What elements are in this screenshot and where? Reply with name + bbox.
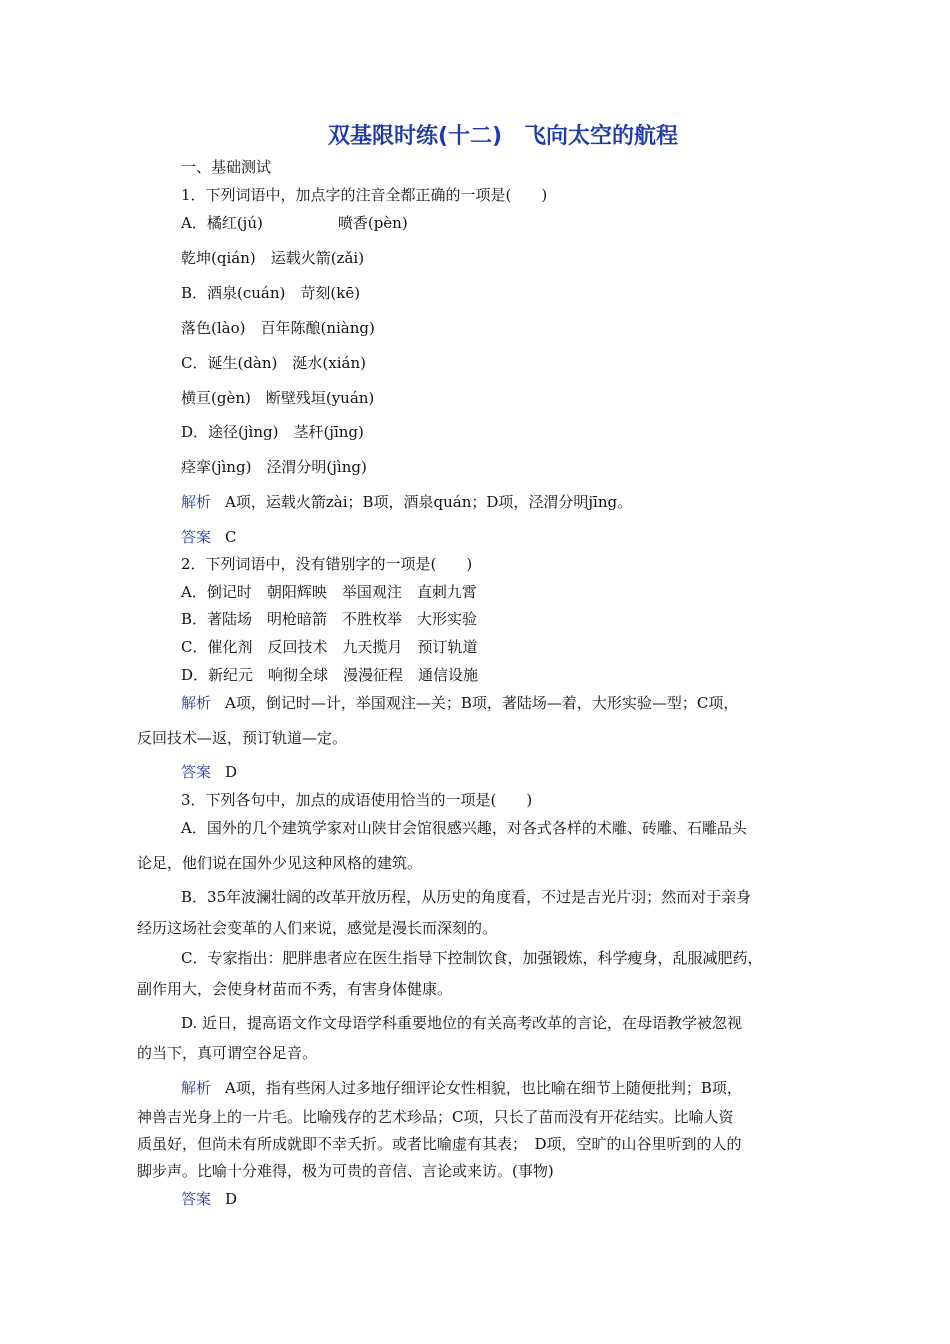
analysis-label: 解析: [181, 694, 212, 712]
q1-option-c-line2: 横亘(gèn) 断壁残垣(yuán): [181, 389, 375, 407]
section-heading: 一、基础测试: [181, 158, 272, 176]
q2-option-c: C．催化剂 反回技术 九天揽月 预订轨道: [181, 638, 478, 656]
q1-option-b-line1: B．酒泉(cuán) 苛刻(kē): [181, 284, 361, 302]
q3-option-c-line1: C．专家指出：肥胖患者应在医生指导下控制饮食，加强锻炼，科学瘦身，乱服减肥药，: [181, 949, 763, 967]
q1-answer: [181, 527, 237, 547]
answer-label: 答案: [181, 528, 212, 546]
q2-option-a: A．倒记时 朝阳辉映 举国观注 直刺九霄: [181, 583, 477, 601]
answer-value: D: [225, 1190, 238, 1208]
q2-answer: [181, 762, 237, 782]
q3-option-a-line1: A．国外的几个建筑学家对山陕甘会馆很感兴趣，对各式各样的术雕、砖雕、石雕品头: [181, 819, 747, 837]
q1-option-d-line1: D．途径(jìng) 茎秆(jīng): [181, 423, 364, 441]
q3-stem: 3．下列各句中，加点的成语使用恰当的一项是( ): [181, 791, 533, 809]
analysis-label: 解析: [181, 1079, 212, 1097]
q1-option-b-line2: 落色(lào) 百年陈酿(niàng): [181, 319, 375, 337]
q3-option-b-line1: B．35年波澜壮阔的改革开放历程，从历史的角度看，不过是吉光片羽；然而对于亲身: [181, 888, 752, 906]
answer-value: C: [225, 528, 237, 546]
q1-analysis: [181, 492, 632, 512]
q1-option-c-line1: C．诞生(dàn) 涎水(xián): [181, 354, 366, 372]
q2-stem: 2．下列词语中，没有错别字的一项是( ): [181, 555, 473, 573]
q1-option-d-line2: 痉挛(jìng) 泾渭分明(jìng): [181, 458, 367, 476]
answer-label: 答案: [181, 763, 212, 781]
q3-analysis-line3: 质虽好，但尚未有所成就即不幸夭折。或者比喻虚有其表； D项，空旷的山谷里听到的人的: [137, 1135, 742, 1153]
analysis-text: A项，倒记时—计，举国观注—关；B项，著陆场—着，大形实验—型；C项，: [225, 694, 739, 712]
q3-analysis-line1: [181, 1078, 742, 1098]
q1-stem: 1．下列词语中，加点字的注音全都正确的一项是( ): [181, 186, 548, 204]
q3-option-a-line2: 论足，他们说在国外少见这种风格的建筑。: [137, 854, 423, 872]
q2-option-d: D．新纪元 响彻全球 漫漫征程 通信设施: [181, 666, 479, 684]
analysis-text: A项，运载火箭zài；B项，酒泉quán；D项，泾渭分明jīng。: [225, 493, 633, 511]
analysis-text: A项，指有些闲人过多地仔细评论女性相貌，也比喻在细节上随便批判；B项，: [225, 1079, 742, 1097]
q3-option-c-line2: 副作用大，会使身材苗而不秀，有害身体健康。: [137, 980, 453, 998]
q2-option-b: B．著陆场 明枪暗箭 不胜枚举 大形实验: [181, 610, 478, 628]
q2-analysis-line2: 反回技术—返，预订轨道—定。: [137, 729, 348, 747]
q3-analysis-line2: 神兽吉光身上的一片毛。比喻残存的艺术珍品；C项，只长了苗而没有开花结实。比喻人资: [137, 1108, 734, 1126]
q3-analysis-line4: 脚步声。比喻十分难得，极为可贵的音信、言论或来访。(事物): [137, 1162, 554, 1180]
q2-analysis-line1: [181, 693, 738, 713]
q1-option-a-line2: 乾坤(qián) 运载火箭(zǎi): [181, 249, 365, 267]
answer-value: D: [225, 763, 238, 781]
answer-label: 答案: [181, 1190, 212, 1208]
q1-option-a-line1: A．橘红(jú) 喷香(pèn): [181, 214, 408, 232]
q3-option-b-line2: 经历这场社会变革的人们来说，感觉是漫长而深刻的。: [137, 919, 498, 937]
analysis-label: 解析: [181, 493, 212, 511]
q3-answer: [181, 1189, 237, 1209]
q3-option-d-line2: 的当下，真可谓空谷足音。: [137, 1044, 318, 1062]
page-title: 双基限时练(十二) 飞向太空的航程: [327, 124, 679, 149]
q3-option-d-line1: D. 近日，提高语文作文母语学科重要地位的有关高考改革的言论，在母语教学被忽视: [181, 1014, 743, 1032]
